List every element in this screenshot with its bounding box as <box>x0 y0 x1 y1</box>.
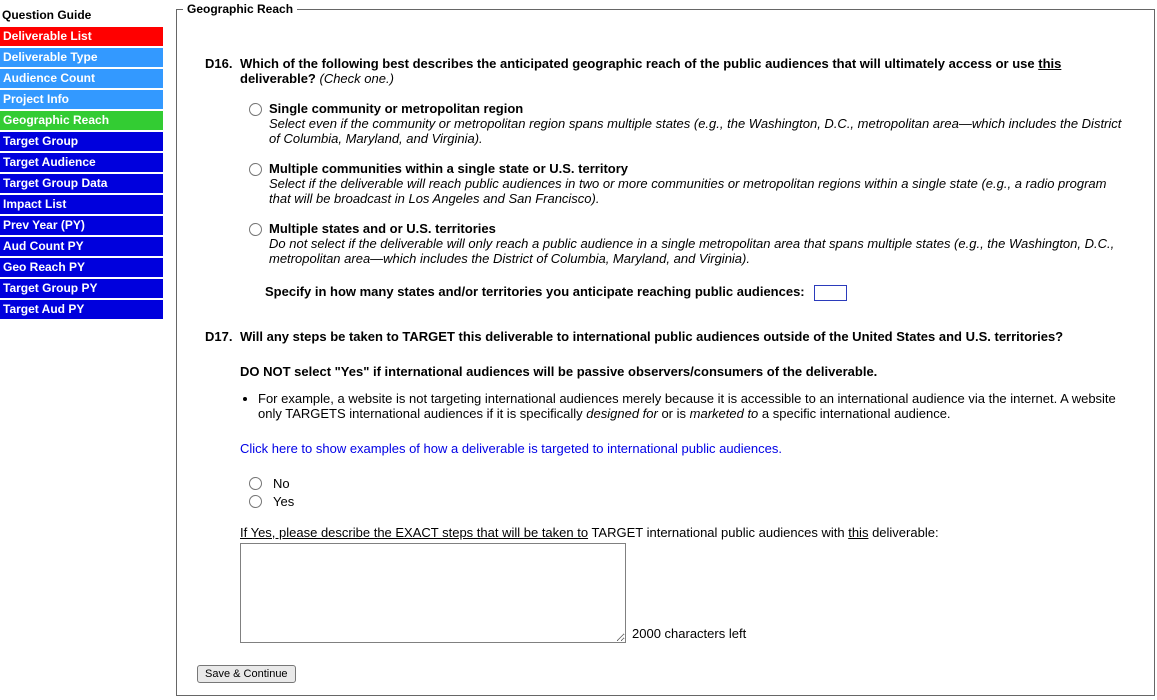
d16-check-one: (Check one.) <box>319 71 394 86</box>
example-bullet <box>258 391 1130 421</box>
option-label: Multiple communities within a single state or U.S. territory <box>269 161 629 176</box>
d16-text-after: deliverable? <box>240 71 320 86</box>
option-multiple-states-text <box>269 221 1130 266</box>
d16-text-before: Which of the following best describes the anticipated geographic reach of the public audiences that will ultimately access or use <box>240 56 1039 71</box>
option-multiple-communities-text <box>269 161 1130 206</box>
sidebar-title: Question Guide <box>2 8 92 22</box>
sidebar-item-project-info[interactable]: Project Info <box>0 90 163 109</box>
describe-underlined: If Yes, please describe the EXACT steps that will be taken to <box>240 524 589 540</box>
show-examples-link[interactable]: Click here to show examples of how a deliverable is targeted to international public audiences. <box>240 440 782 456</box>
bullet-italic-marketed-to: marketed to <box>689 405 759 421</box>
question-d17-text: Will any steps be taken to TARGET this deliverable to international public audiences outside of the United States and U.S. territories? <box>240 328 1064 344</box>
sidebar-item-deliverable-list[interactable]: Deliverable List <box>0 27 163 46</box>
option-multiple-states[interactable] <box>249 221 1130 266</box>
do-not-select-warning: DO NOT select "Yes" if international audiences will be passive observers/consumers of the deliverable. <box>240 363 878 379</box>
option-single-community-text <box>269 101 1130 146</box>
option-no-label: No <box>273 475 290 491</box>
question-d17 <box>177 329 1154 643</box>
geographic-reach-fieldset <box>176 2 1155 696</box>
sidebar-item-prev-year-py[interactable]: Prev Year (PY) <box>0 216 163 235</box>
option-multiple-communities[interactable] <box>249 161 1130 206</box>
question-guide-sidebar <box>0 6 163 321</box>
option-yes-label: Yes <box>273 493 295 509</box>
option-description: Do not select if the deliverable will only reach a public audience in a single metropolitan area that spans multiple states (e.g., the Washington, D.C., metropolitan area—which includes the District of Columbia, Maryland, and Virginia). <box>269 236 1115 266</box>
bullet-part3: a specific international audience. <box>758 405 951 421</box>
option-yes[interactable] <box>249 494 1130 509</box>
steps-textarea-row <box>240 543 1130 643</box>
describe-middle: TARGET international public audiences with <box>588 524 849 540</box>
option-single-community[interactable] <box>249 101 1130 146</box>
states-count-input[interactable] <box>814 285 847 301</box>
question-d17-number: D17. <box>205 328 233 344</box>
question-d16-text <box>240 56 1130 86</box>
option-label: Single community or metropolitan region <box>269 101 524 116</box>
describe-underlined-this: this <box>848 524 869 540</box>
if-yes-describe-label <box>240 525 1130 540</box>
option-no[interactable] <box>249 476 1130 491</box>
sidebar-item-geographic-reach[interactable]: Geographic Reach <box>0 111 163 130</box>
bullet-part2: or is <box>657 405 690 421</box>
question-d16 <box>177 56 1154 301</box>
option-description: Select if the deliverable will reach public audiences in two or more communities or metropolitan regions within a single state (e.g., a radio program that will be broadcast in Los Angeles and San Francisco). <box>269 176 1107 206</box>
d16-options <box>240 101 1130 266</box>
sidebar-item-target-aud-py[interactable]: Target Aud PY <box>0 300 163 319</box>
radio-no[interactable] <box>249 477 262 490</box>
sidebar-item-target-audience[interactable]: Target Audience <box>0 153 163 172</box>
characters-left-label: 2000 characters left <box>632 625 747 641</box>
question-d16-number: D16. <box>205 56 233 71</box>
radio-yes[interactable] <box>249 495 262 508</box>
d16-underlined-this: this <box>1038 56 1062 71</box>
international-steps-textarea[interactable] <box>240 543 626 643</box>
save-continue-button[interactable]: Save & Continue <box>197 665 296 683</box>
option-description: Select even if the community or metropolitan region spans multiple states (e.g., the Washington, D.C., metropolitan area—which includes the District of Columbia, Maryland, and Virginia). <box>269 116 1122 146</box>
sidebar-item-aud-count-py[interactable]: Aud Count PY <box>0 237 163 256</box>
radio-multiple-communities[interactable] <box>249 163 262 176</box>
sidebar-item-deliverable-type[interactable]: Deliverable Type <box>0 48 163 67</box>
option-label: Multiple states and or U.S. territories <box>269 221 496 236</box>
bullet-part1: For example, a website is not targeting international audiences merely because it is accessible to an international audience via the internet. A website only TARGETS international audiences if it is specifically <box>258 390 1116 421</box>
radio-multiple-states[interactable] <box>249 223 262 236</box>
bullet-italic-designed-for: designed for <box>586 405 658 421</box>
specify-states-row <box>265 284 1130 301</box>
sidebar-item-geo-reach-py[interactable]: Geo Reach PY <box>0 258 163 277</box>
example-bullet-list <box>240 391 1130 421</box>
sidebar-item-target-group[interactable]: Target Group <box>0 132 163 151</box>
sidebar-item-audience-count[interactable]: Audience Count <box>0 69 163 88</box>
radio-single-community[interactable] <box>249 103 262 116</box>
sidebar-item-target-group-py[interactable]: Target Group PY <box>0 279 163 298</box>
d17-options <box>240 476 1130 509</box>
describe-end: deliverable: <box>868 524 939 540</box>
specify-states-label: Specify in how many states and/or territories you anticipate reaching public audiences: <box>265 284 805 299</box>
sidebar-item-target-group-data[interactable]: Target Group Data <box>0 174 163 193</box>
fieldset-legend: Geographic Reach <box>187 2 294 16</box>
sidebar-item-impact-list[interactable]: Impact List <box>0 195 163 214</box>
